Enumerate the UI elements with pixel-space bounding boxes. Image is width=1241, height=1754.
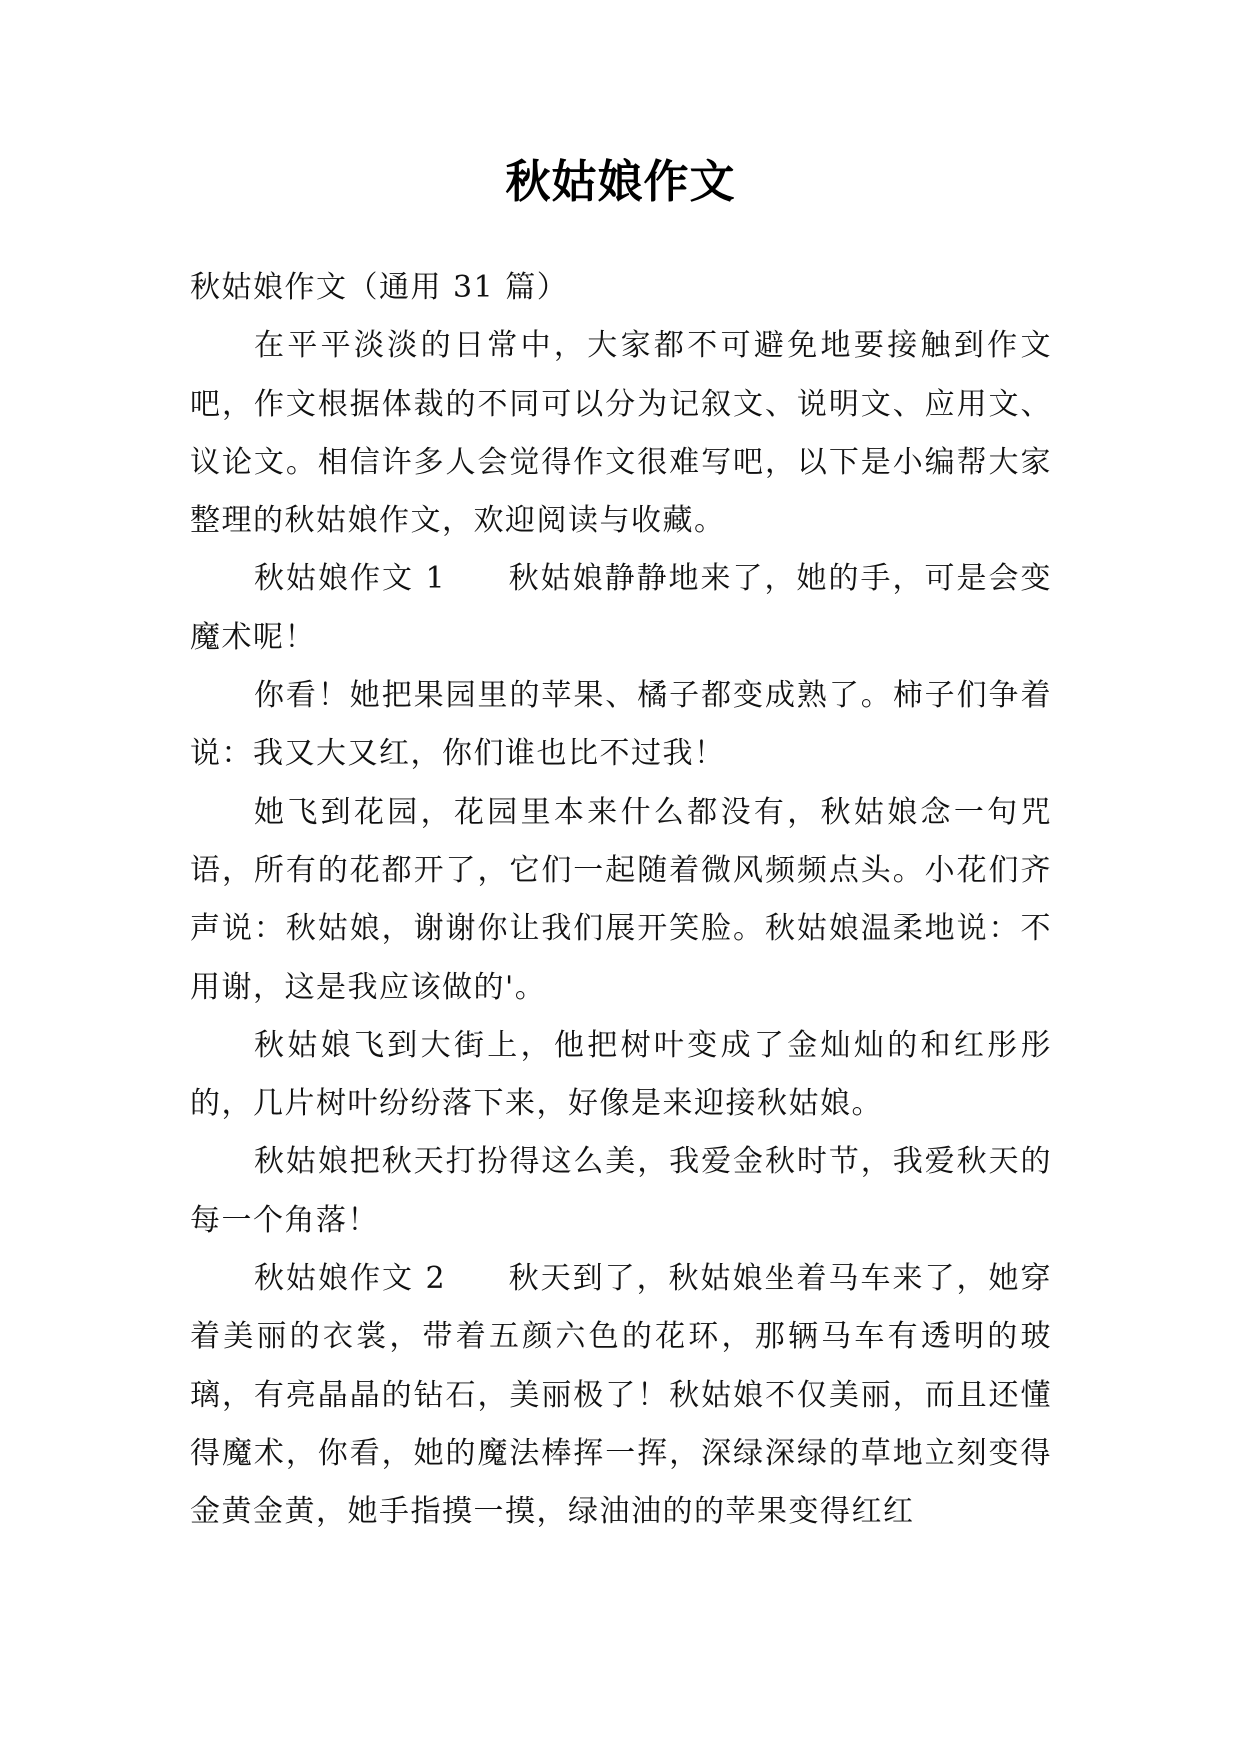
- essay-1-paragraph-5: 秋姑娘把秋天打扮得这么美，我爱金秋时节，我爱秋天的每一个角落！: [190, 1144, 1052, 1238]
- document-title: 秋姑娘作文: [505, 155, 736, 208]
- essay-1-first-paragraph: [190, 550, 1052, 667]
- document-subtitle: 秋姑娘作文（通用 31 篇）: [190, 270, 569, 305]
- essay-2-heading: 秋姑娘作文 2: [254, 1261, 447, 1297]
- essay-2-first-paragraph: [190, 1250, 1052, 1541]
- document-body: [190, 259, 1052, 1542]
- essay-1-paragraph-2: 你看！她把果园里的苹果、橘子都变成熟了。柿子们争着说：我又大又红，你们谁也比不过我！: [190, 678, 1052, 772]
- intro-paragraph: 在平平淡淡的日常中，大家都不可避免地要接触到作文吧，作文根据体裁的不同可以分为记叙文、说明文、应用文、议论文。相信许多人会觉得作文很难写吧，以下是小编帮大家整理的秋姑娘作文，欢迎阅读与收藏。: [190, 328, 1052, 539]
- essay-1-heading: 秋姑娘作文 1: [254, 561, 447, 597]
- essay-1-paragraph-3: 她飞到花园，花园里本来什么都没有，秋姑娘念一句咒语，所有的花都开了，它们一起随着微风频频点头。小花们齐声说：秋姑娘，谢谢你让我们展开笑脸。秋姑娘温柔地说：不用谢，这是我应该做的'。: [190, 794, 1052, 1005]
- essay-1-paragraph-4: 秋姑娘飞到大街上，他把树叶变成了金灿灿的和红彤彤的，几片树叶纷纷落下来，好像是来迎接秋姑娘。: [190, 1027, 1052, 1122]
- essay-1-paragraph-1: 秋姑娘静静地来了，她的手，可是会变魔术呢！: [190, 561, 1053, 655]
- essay-2-paragraph-1: 秋天到了，秋姑娘坐着马车来了，她穿着美丽的衣裳，带着五颜六色的花环，那辆马车有透明的玻璃，有亮晶晶的钻石，美丽极了！秋姑娘不仅美丽，而且还懂得魔术，你看，她的魔法棒挥一挥，深绿深绿的草地立刻变得金黄金黄，她手指摸一摸，绿油油的的苹果变得红红: [190, 1261, 1053, 1530]
